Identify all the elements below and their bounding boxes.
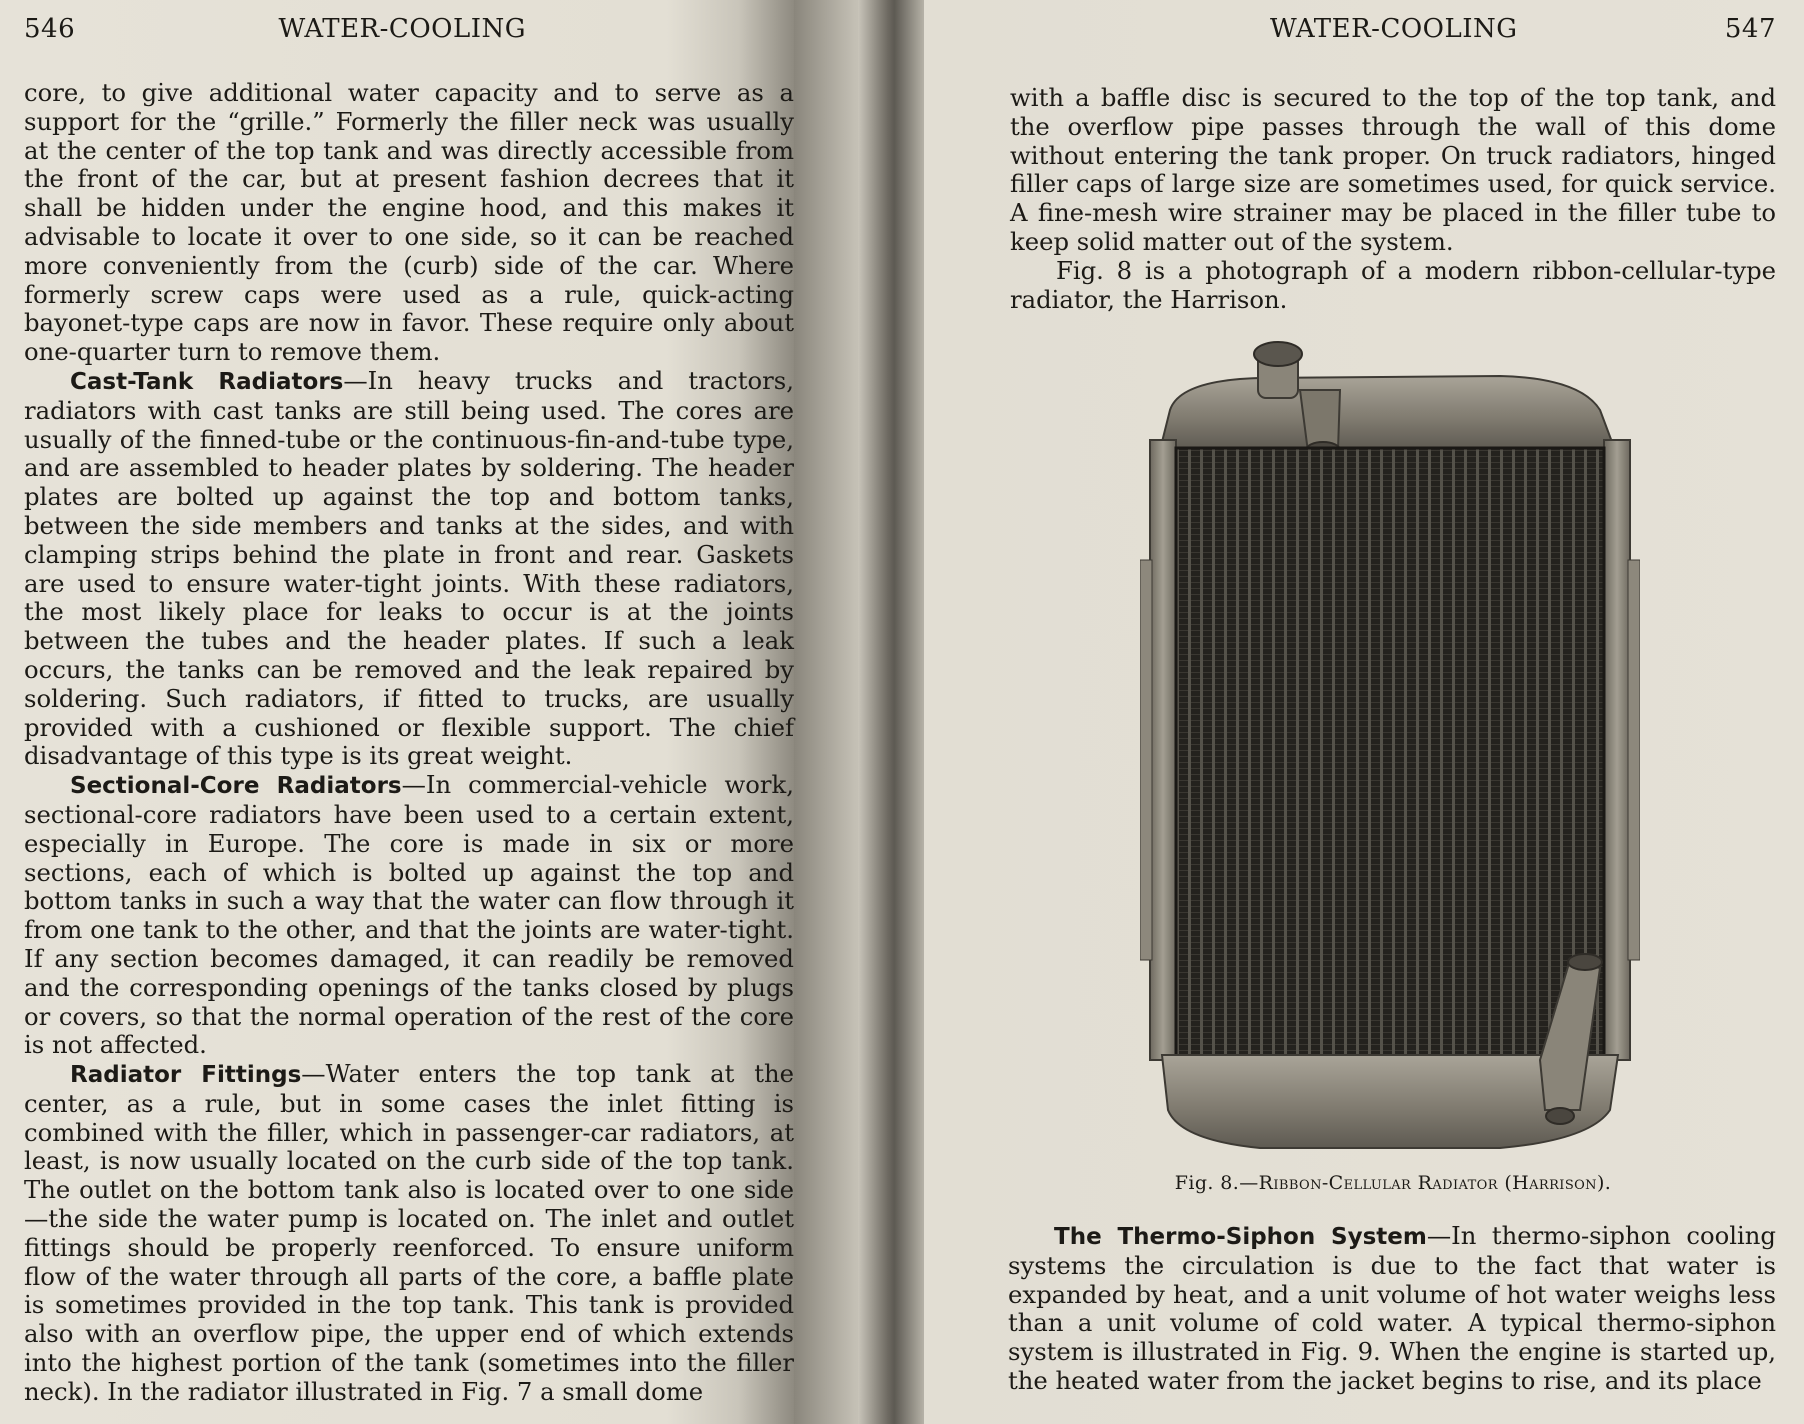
right-page-body-top: [1010, 84, 1776, 314]
section-heading: Cast-Tank Radiators: [70, 368, 344, 395]
paragraph-text: —Water enters the top tank at the center, as a rule, but in some cases the inlet fitting is combined with the filler, which in passenger-car radiators, at least, is now usually located on the curb side of the top tank. The outlet on the bottom tank also is located over to one side—the side the water pump is located on. The inlet and outlet fittings should be properly reenforced. To ensure uniform flow of the water through all parts of the core, a baffle plate is sometimes provided in the top tank. This tank is provided also with an overflow pipe, the upper end of which extends into the highest portion of the tank (sometimes into the filler neck). In the radiator illustrated in Fig. 7 a small dome: [24, 1059, 794, 1406]
paragraph: [1010, 84, 1776, 257]
paragraph-text: —In thermo-siphon cooling systems the circulation is due to the fact that water is expanded by heat, and a unit volume of hot water weighs less than a unit volume of cold water. A typical thermo-siphon system is illustrated in Fig. 9. When the engine is started up, the heated water from the jacket begins to rise, and its place: [1008, 1221, 1776, 1395]
radiator-core: [1176, 448, 1604, 1060]
radiator-photograph: [1140, 340, 1640, 1180]
right-page-body-bottom: [1008, 1222, 1776, 1396]
paragraph: [1008, 1222, 1776, 1396]
left-page-header: [24, 14, 776, 50]
right-page-header: [1000, 14, 1776, 50]
paragraph: [24, 79, 794, 367]
paragraph: [24, 1060, 794, 1407]
figure-caption: [1010, 1172, 1776, 1194]
paragraph-text: Fig. 8 is a photograph of a modern ribbon-cellular-type radiator, the Harrison.: [1010, 255, 1776, 314]
left-page-number: 546: [24, 14, 76, 44]
paragraph-text: —In heavy trucks and tractors, radiators with cast tanks are still being used. The cores are usually of the finned-tube or the continuous-fin-and-tube type, and are assembled to header plates by soldering. The header plates are bolted up against the top and bottom tanks, between the side members and tanks at the sides, and with clamping strips behind the plate in front and rear. Gaskets are used to ensure water-tight joints. With these radiators, the most likely place for leaks to occur is at the joints between the tubes and the header plates. If such a leak occurs, the tanks can be removed and the leak repaired by soldering. Such radiators, if fitted to trucks, are usually provided with a cushioned or flexible support. The chief disadvantage of this type is its great weight.: [24, 365, 794, 771]
left-side-frame: [1150, 440, 1176, 1060]
paragraph: [1010, 257, 1776, 315]
top-tank: [1160, 376, 1615, 450]
figure-caption-label: Fig. 8.: [1174, 1172, 1240, 1194]
filler-cap: [1254, 342, 1302, 366]
right-page-number: 547: [1724, 14, 1776, 44]
left-page-body: [24, 79, 794, 1407]
paragraph-text: core, to give additional water capacity and to serve as a support for the “grille.” Formerly the filler neck was usually at the center of the top tank and was directly accessible from the front of the car, but at present fashion decrees that it shall be hidden under the engine hood, and this makes it advisable to locate it over to one side, so it can be reached more conveniently from the (curb) side of the car. Where formerly screw caps were used as a rule, quick-acting bayonet-type caps are now in favor. These require only about one-quarter turn to remove them.: [24, 78, 794, 367]
left-running-head: WATER-COOLING: [278, 14, 526, 44]
figure-caption-text: —Ribbon-Cellular Radiator (Harrison).: [1239, 1172, 1612, 1194]
right-running-head: WATER-COOLING: [1270, 14, 1518, 44]
right-side-frame: [1604, 440, 1630, 1060]
paragraph-text: —In commercial-vehicle work, sectional-core radiators have been used to a certain extent, especially in Europe. The core is made in six or more sections, each of which is bolted up against the top and bottom tanks in such a way that the water can flow through it from one tank to the other, and that the joints are water-tight. If any section becomes damaged, it can readily be removed and the corresponding openings of the tanks closed by plugs or covers, so that the normal operation of the rest of the core is not affected.: [24, 770, 794, 1060]
paragraph: [24, 771, 794, 1060]
paragraph: [24, 367, 794, 771]
section-heading: Radiator Fittings: [70, 1062, 302, 1089]
paragraph-text: with a baffle disc is secured to the top of the top tank, and the overflow pipe passes through the wall of this dome without entering the tank proper. On truck radiators, hinged filler caps of large size are sometimes used, for quick service. A fine-mesh wire strainer may be placed in the filler tube to keep solid matter out of the system.: [1010, 83, 1776, 256]
section-heading: The Thermo-Siphon System: [1054, 1224, 1427, 1250]
book-gutter: [858, 0, 924, 1424]
section-heading: Sectional-Core Radiators: [70, 773, 402, 800]
